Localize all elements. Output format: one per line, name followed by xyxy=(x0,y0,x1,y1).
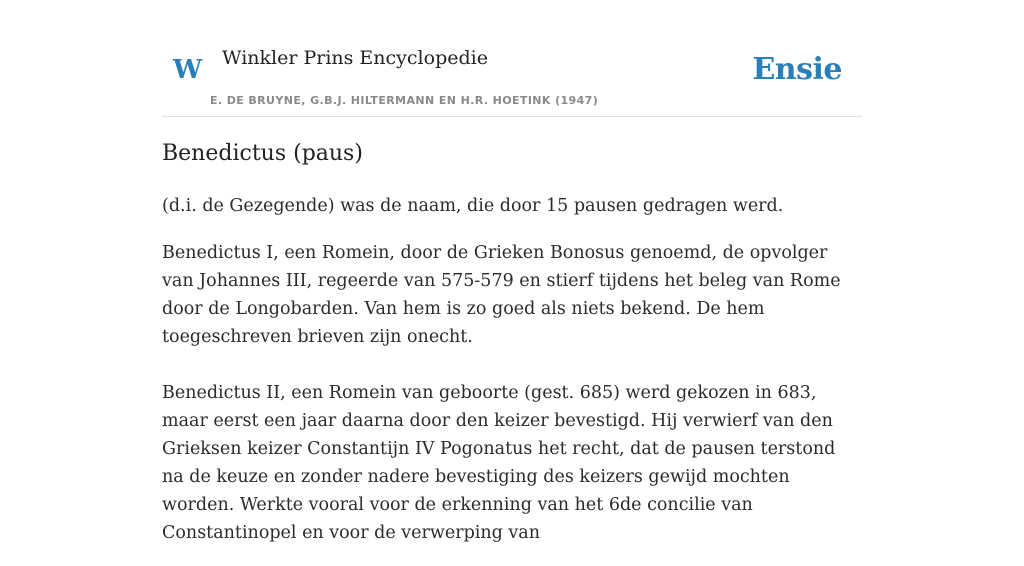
page-container xyxy=(162,0,862,543)
article-body xyxy=(162,192,862,566)
article-paragraph: (d.i. de Gezegende) was de naam, die door 15 pausen gedragen werd. xyxy=(162,196,784,216)
publication-title[interactable]: Winkler Prins Encyclopedie xyxy=(222,47,488,69)
brand-logo[interactable]: Ensie xyxy=(752,52,842,87)
site-header xyxy=(162,0,862,117)
publication-authors: E. DE BRUYNE, G.B.J. HILTERMANN EN H.R. HOETINK (1947) xyxy=(210,94,599,107)
article-paragraph: Benedictus II, een Romein van geboorte (gest. 685) werd gekozen in 683, maar eerst een jaar daarna door den keizer bevestigd. Hij verwierf van den Grieksen keizer Constantijn IV Pogonatus het recht, dat de pausen terstond na de keuze en zonder nadere bevestiging des keizers gewijd mochten worden. Werkte vooral voor de erkenning van het 6de concilie van Constantinopel en voor de verwerping van xyxy=(162,383,836,543)
publication-logo[interactable]: W xyxy=(173,55,203,85)
article-title: Benedictus (paus) xyxy=(162,141,363,166)
article-paragraph: Benedictus I, een Romein, door de Grieken Bonosus genoemd, de opvolger van Johannes III, regeerde van 575-579 en stierf tijdens het beleg van Rome door de Longobarden. Van hem is zo goed als niets bekend. De hem toegeschreven brieven zijn onecht. xyxy=(162,243,841,347)
